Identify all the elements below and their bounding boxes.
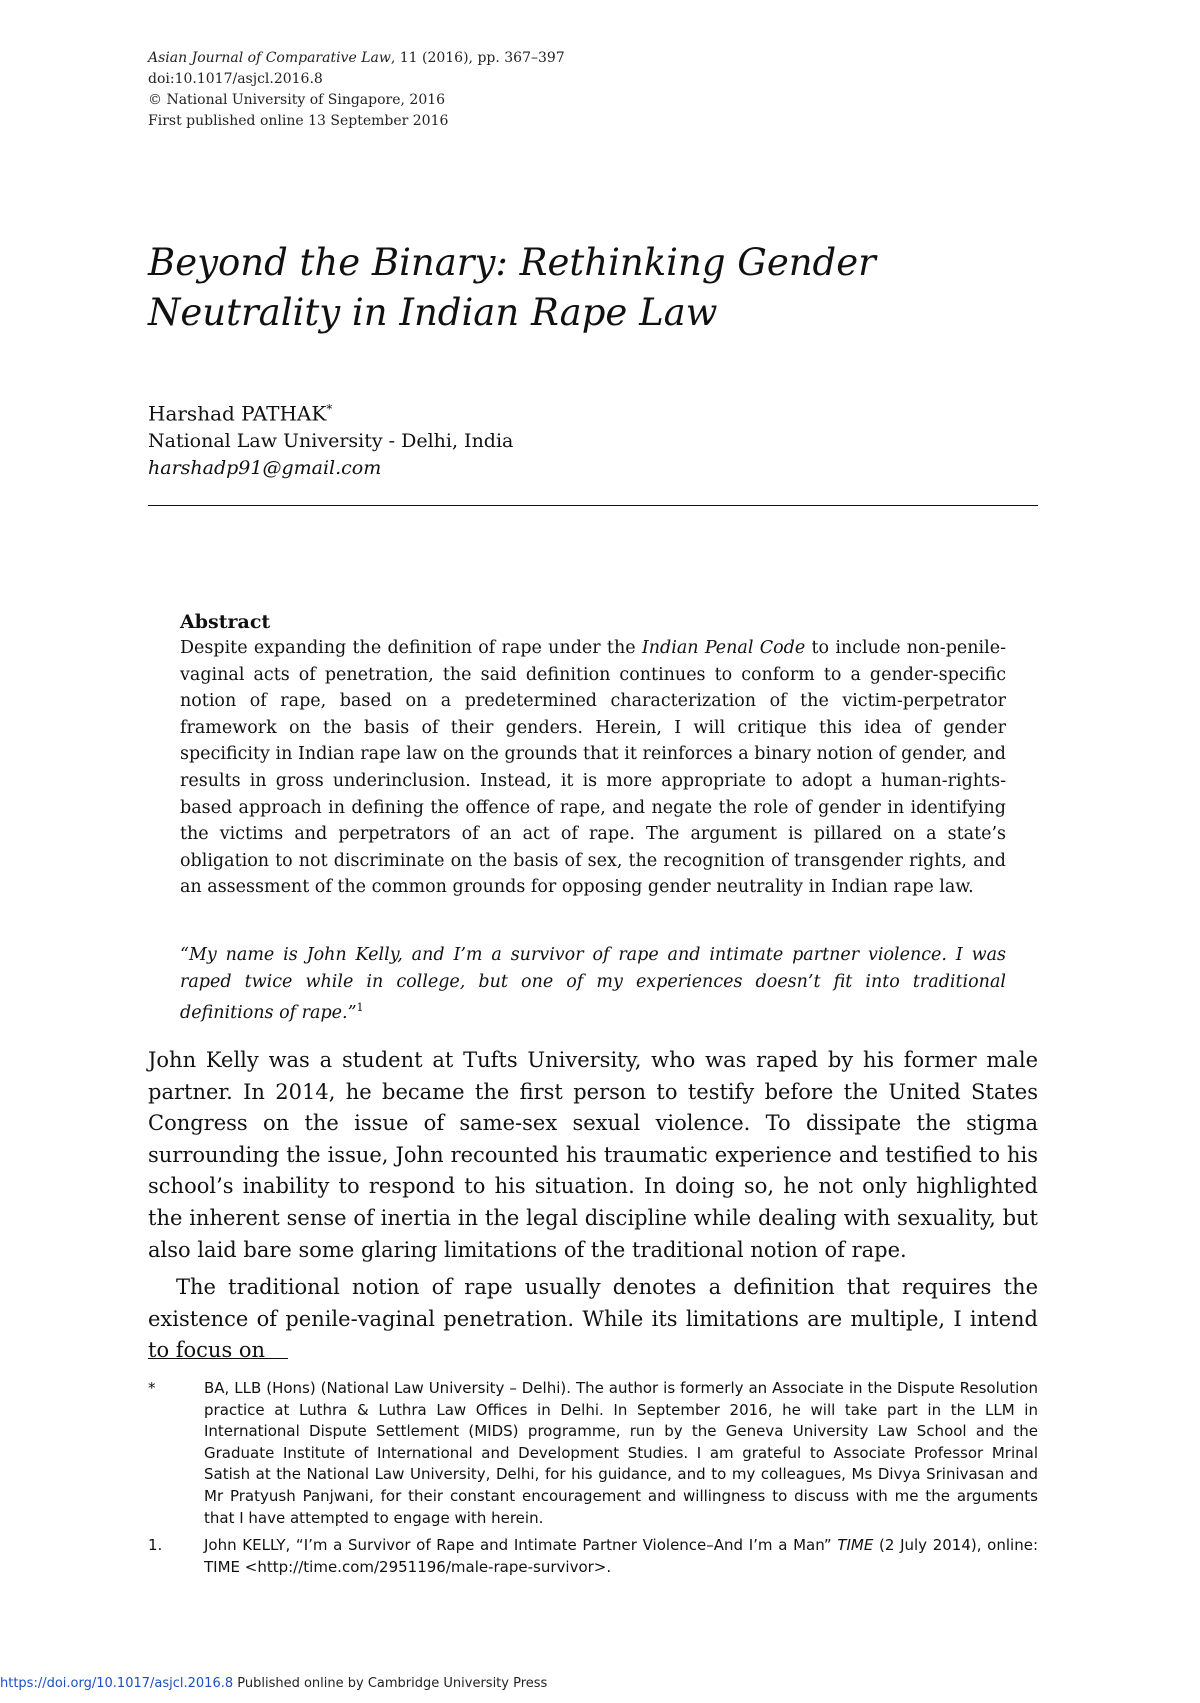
footnote-divider (148, 1358, 288, 1359)
body-text (148, 1045, 1038, 1367)
publisher-footer (0, 1676, 547, 1691)
epigraph-footnote-mark[interactable]: 1 (356, 1001, 364, 1015)
abstract-italic-term: Indian Penal Code (641, 638, 806, 658)
epigraph-quote: “My name is John Kelly, and I’m a survivor of rape and intimate partner violence. I was raped twice while in college, but one of my experiences doesn’t fit into traditional definitions of rape.”$^1$ (180, 945, 1006, 1024)
article-title (148, 238, 876, 338)
author-affiliation: National Law University - Delhi, India (148, 429, 514, 452)
footnote-author (148, 1378, 1038, 1529)
publication-date: First published online 13 September 2016 (148, 113, 449, 129)
author-name: Harshad PATHAK* (148, 401, 333, 426)
author-email[interactable]: harshadp91@gmail.com (148, 456, 382, 479)
doi-link[interactable]: https://doi.org/10.1017/asjcl.2016.8 (0, 1676, 234, 1691)
footnote-text: BA, LLB (Hons) (National Law University – Delhi). The author is formerly an Associate in the Dispute Resolution practice at Luthra & Luthra Law Offices in Delhi. In September 2016, he will take part in the LLM in International Dispute Settlement (MIDS) programme, run by the Geneva University Law School and the Graduate Institute of International and Development Studies. I am grateful to Associate Professor Mrinal Satish at the National Law University, Delhi, for his guidance, and to my colleagues, Ms Divya Srinivasan and Mr Pratyush Panjwani, for their constant encouragement and willingness to discuss with me the arguments that I have attempted to engage with herein. (204, 1379, 1038, 1527)
abstract-heading: Abstract (180, 611, 271, 633)
footnote-1 (148, 1535, 1038, 1578)
body-paragraph-1: John Kelly was a student at Tufts University, who was raped by his former male partner. In 2014, he became the first person to testify before the United States Congress on the issue of same-sex sexual violence. To dissipate the stigma surrounding the issue, John recounted his traumatic experience and testified to his school’s inability to respond to his situation. In doing so, he not only highlighted the inherent sense of inertia in the legal discipline while dealing with sexuality, but also laid bare some glaring limitations of the traditional notion of rape. (148, 1048, 1038, 1262)
journal-meta (148, 48, 565, 132)
journal-name: Asian Journal of Comparative Law (148, 50, 391, 66)
journal-volume-pages: , 11 (2016), pp. 367–397 (390, 50, 565, 66)
footnotes (148, 1378, 1038, 1584)
body-paragraph-2: The traditional notion of rape usually denotes a definition that requires the existence of penile-vaginal penetration. While its limitations are multiple, I intend to focus on (148, 1275, 1038, 1363)
header-divider (148, 505, 1038, 506)
article-title-line-2: Neutrality in Indian Rape Law (148, 291, 718, 334)
article-doi: doi:10.1017/asjcl.2016.8 (148, 71, 323, 87)
footnote-mark: 1. (148, 1536, 163, 1555)
journal-citation (148, 48, 565, 69)
author-footnote-mark: * (326, 402, 333, 416)
footnote-mark: * (148, 1379, 156, 1397)
abstract-text: Despite expanding the definition of rape under the Indian Penal Code to include non-penile-vaginal acts of penetration, the said definition continues to conform to a gender-specific notion of rape, based on a predetermined characterization of the victim-perpetrator framework on the basis of their genders. Herein, I will critique this idea of gender specificity in Indian rape law on the grounds that it reinforces a binary notion of gender, and results in gross underinclusion. Instead, it is more appropriate to adopt a human-rights-based approach in defining the offence of rape, and negate the role of gender in identifying the victims and perpetrators of an act of rape. The argument is pillared on a state’s obligation to not discriminate on the basis of sex, the recognition of transgender rights, and an assessment of the common grounds for opposing gender neutrality in Indian rape law. (180, 638, 1007, 898)
footnote-text: John KELLY, “I’m a Survivor of Rape and Intimate Partner Violence–And I’m a Man” TIME (2 July 2014), online: TIME <http://time.com/2951196/male-rape-survivor>. (204, 1536, 1038, 1576)
author-block (148, 396, 513, 482)
published-by: Published online by Cambridge University Press (233, 1676, 548, 1691)
abstract-section (180, 609, 1006, 901)
copyright-line: © National University of Singapore, 2016 (148, 92, 446, 108)
article-title-line-1: Beyond the Binary: Rethinking Gender (148, 241, 876, 284)
